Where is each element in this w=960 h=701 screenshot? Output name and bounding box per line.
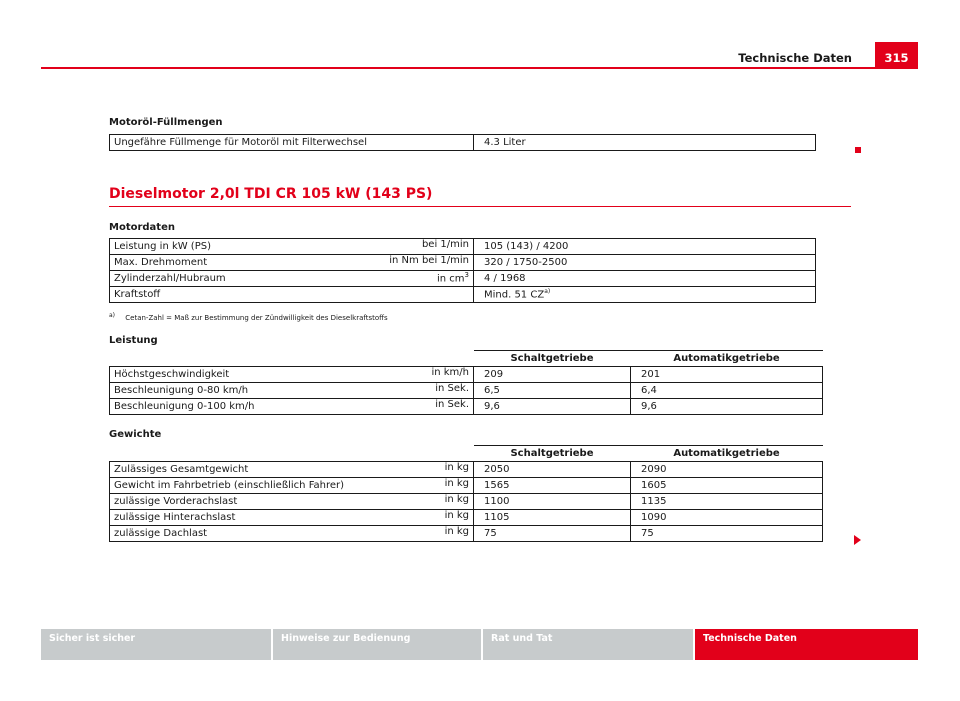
footer-tab-hinweise[interactable]: Hinweise zur Bedienung [273, 629, 481, 660]
row-name: Leistung in kW (PS) [114, 241, 211, 252]
row-unit: in Sek. [435, 383, 469, 394]
col-header: Automatikgetriebe [631, 351, 823, 367]
end-marker-icon [855, 147, 861, 153]
section-rule [109, 206, 851, 207]
oil-name: Ungefähre Füllmenge für Motoröl mit Filterwechsel [110, 135, 474, 151]
row-value-auto: 1135 [631, 494, 823, 510]
row-unit: in Nm bei 1/min [389, 255, 469, 266]
row-value: 105 (143) / 4200 [474, 239, 816, 255]
row-value-auto: 201 [631, 367, 823, 383]
table-row [110, 255, 816, 271]
col-header: Schaltgetriebe [474, 446, 631, 462]
row-value-manual: 75 [474, 526, 631, 542]
gewichte-label: Gewichte [109, 429, 162, 440]
table-header-row [110, 351, 823, 367]
oil-label: Motoröl-Füllmengen [109, 117, 223, 128]
row-name: Zulässiges Gesamtgewicht [114, 464, 249, 475]
leistung-table [109, 350, 823, 415]
row-value-auto: 6,4 [631, 383, 823, 399]
row-name: zulässige Dachlast [114, 528, 208, 539]
table-row [110, 271, 816, 287]
table-header-row [110, 446, 823, 462]
row-name: Kraftstoff [114, 289, 161, 300]
row-value-manual: 209 [474, 367, 631, 383]
table-row [110, 494, 823, 510]
row-name: zulässige Vorderachslast [114, 496, 238, 507]
row-value-manual: 9,6 [474, 399, 631, 415]
leistung-label: Leistung [109, 335, 158, 346]
table-row [110, 478, 823, 494]
row-value-auto: 2090 [631, 462, 823, 478]
table-row [110, 239, 816, 255]
row-value-manual: 1565 [474, 478, 631, 494]
row-value-manual: 6,5 [474, 383, 631, 399]
motordaten-table [109, 238, 816, 303]
row-unit: bei 1/min [421, 239, 469, 250]
col-header: Schaltgetriebe [474, 351, 631, 367]
row-value: 4 / 1968 [474, 271, 816, 287]
row-value-auto: 9,6 [631, 399, 823, 415]
row-name: zulässige Hinterachslast [114, 512, 236, 523]
table-row [110, 135, 816, 151]
row-unit: in kg [444, 510, 469, 521]
row-value-sup: a) [544, 288, 551, 296]
row-value-manual: 1105 [474, 510, 631, 526]
row-name: Höchstgeschwindigkeit [114, 369, 230, 380]
row-name: Max. Drehmoment [114, 257, 208, 268]
footer-tab-technische-daten[interactable]: Technische Daten [695, 629, 918, 660]
table-row [110, 462, 823, 478]
footer-tab-sicher[interactable]: Sicher ist sicher [41, 629, 271, 660]
row-unit: in kg [444, 526, 469, 537]
row-value-auto: 1090 [631, 510, 823, 526]
table-row [110, 399, 823, 415]
footnote [109, 312, 388, 322]
row-value-manual: 1100 [474, 494, 631, 510]
row-unit: in kg [444, 478, 469, 489]
footnote-marker: a) [109, 312, 116, 319]
row-unit: in kg [444, 462, 469, 473]
footer-tab-rat-und-tat[interactable]: Rat und Tat [483, 629, 693, 660]
table-row [110, 287, 816, 303]
row-value: Mind. 51 CZ [484, 289, 545, 301]
row-name: Beschleunigung 0-100 km/h [114, 401, 255, 412]
row-name: Zylinderzahl/Hubraum [114, 273, 226, 284]
row-value-manual: 2050 [474, 462, 631, 478]
row-unit-sup: 3 [464, 271, 469, 279]
gewichte-table [109, 445, 823, 542]
row-name: Gewicht im Fahrbetrieb (einschließlich Fahrer) [114, 480, 345, 491]
page-number: 315 [875, 42, 918, 69]
row-value-auto: 75 [631, 526, 823, 542]
header-rule [41, 67, 918, 69]
continue-arrow-icon [854, 535, 861, 545]
row-value: 320 / 1750-2500 [474, 255, 816, 271]
row-unit: in kg [444, 494, 469, 505]
table-row [110, 383, 823, 399]
footnote-text: Cetan-Zahl = Maß zur Bestimmung der Zündwilligkeit des Dieselkraftstoffs [125, 314, 388, 323]
motordaten-label: Motordaten [109, 222, 175, 233]
page-header-title: Technische Daten [738, 51, 852, 65]
table-row [110, 526, 823, 542]
col-header: Automatikgetriebe [631, 446, 823, 462]
table-row [110, 367, 823, 383]
table-row [110, 510, 823, 526]
section-title: Dieselmotor 2,0l TDI CR 105 kW (143 PS) [109, 186, 433, 202]
oil-table [109, 134, 816, 151]
row-value-auto: 1605 [631, 478, 823, 494]
row-unit: in cm [436, 273, 465, 285]
row-unit: in km/h [431, 367, 469, 378]
row-name: Beschleunigung 0-80 km/h [114, 385, 249, 396]
row-unit: in Sek. [435, 399, 469, 410]
oil-value: 4.3 Liter [474, 135, 816, 151]
